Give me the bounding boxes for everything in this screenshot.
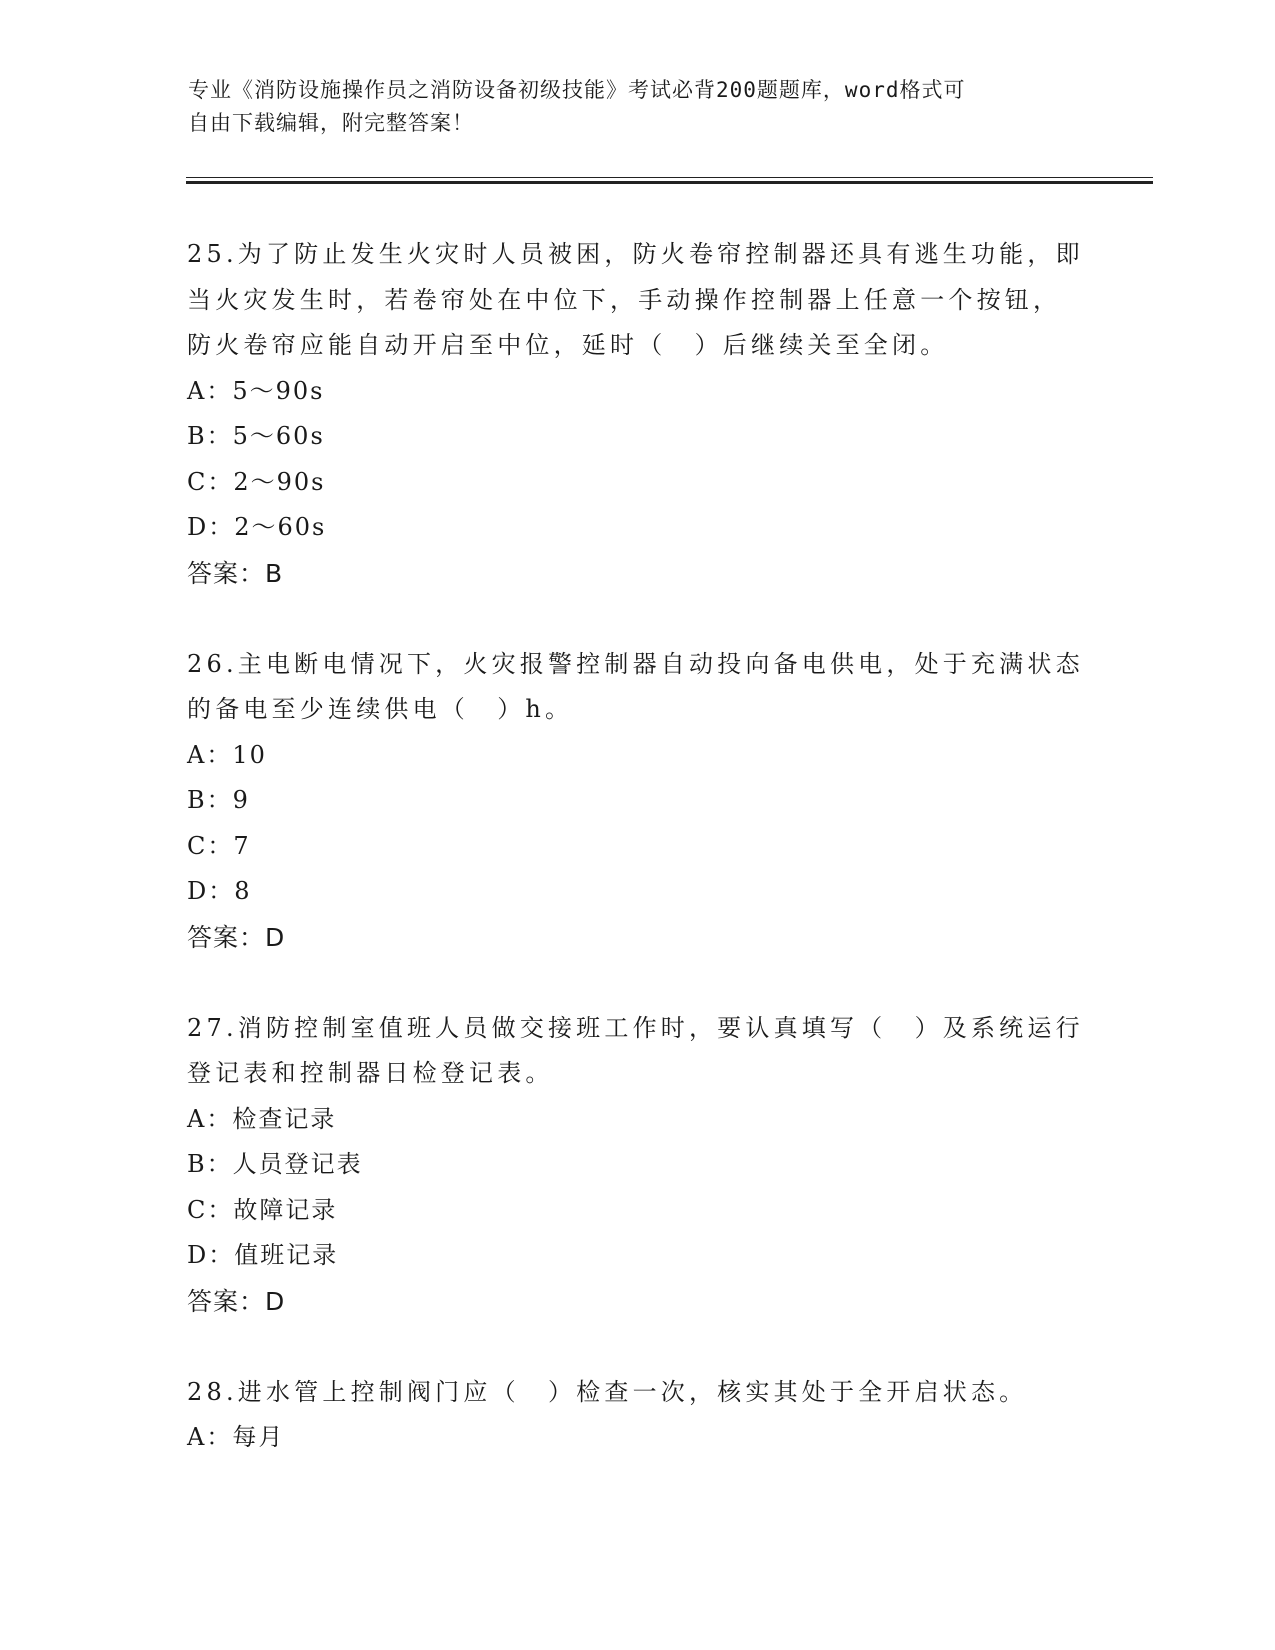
option-b: B：9 (187, 786, 250, 814)
option-a: A：每月 (187, 1423, 285, 1451)
header-line-2: 自由下载编辑，附完整答案！ (188, 111, 474, 135)
option-b: B：人员登记表 (187, 1150, 363, 1178)
header-divider-thick (186, 181, 1153, 184)
option-a: A：检查记录 (187, 1104, 337, 1133)
answer-line: 答案：D (187, 922, 286, 952)
option-c: C：2～90s (187, 467, 326, 496)
question-text: 25.为了防止发生火灾时人员被困，防火卷帘控制器还具有逃生功能，即当火灾发生时，若卷帘处在中位下，手动操作控制器上任意一个按钮，防火卷帘应能自动开启至中位，延时（ ）后继续关至全闭。 (187, 240, 1084, 359)
question-text: 28.进水管上控制阀门应（ ）检查一次，核实其处于全开启状态。 (187, 1377, 1028, 1406)
option-d: D：2～60s (187, 513, 327, 541)
option-d: D：8 (187, 877, 252, 905)
question-25 (187, 232, 1087, 596)
option-c: C：7 (187, 831, 251, 860)
document-header (188, 74, 1068, 140)
option-a: A：10 (187, 740, 267, 769)
question-text: 27.消防控制室值班人员做交接班工作时，要认真填写（ ）及系统运行登记表和控制器日检登记表。 (187, 1013, 1084, 1087)
option-b: B：5～60s (187, 422, 325, 450)
option-d: D：值班记录 (187, 1241, 339, 1269)
header-divider-thin (186, 177, 1153, 178)
header-line-1: 专业《消防设施操作员之消防设备初级技能》考试必背200题题库，word格式可 (188, 78, 966, 102)
question-26 (187, 642, 1087, 960)
answer-line: 答案：D (187, 1286, 286, 1316)
question-list (187, 232, 1087, 1507)
answer-line: 答案：B (187, 558, 284, 588)
question-28 (187, 1370, 1087, 1461)
option-a: A：5～90s (187, 376, 325, 405)
question-text: 26.主电断电情况下，火灾报警控制器自动投向备电供电，处于充满状态的备电至少连续供电（ ）h。 (187, 649, 1084, 723)
option-c: C：故障记录 (187, 1195, 338, 1224)
question-27 (187, 1006, 1087, 1324)
